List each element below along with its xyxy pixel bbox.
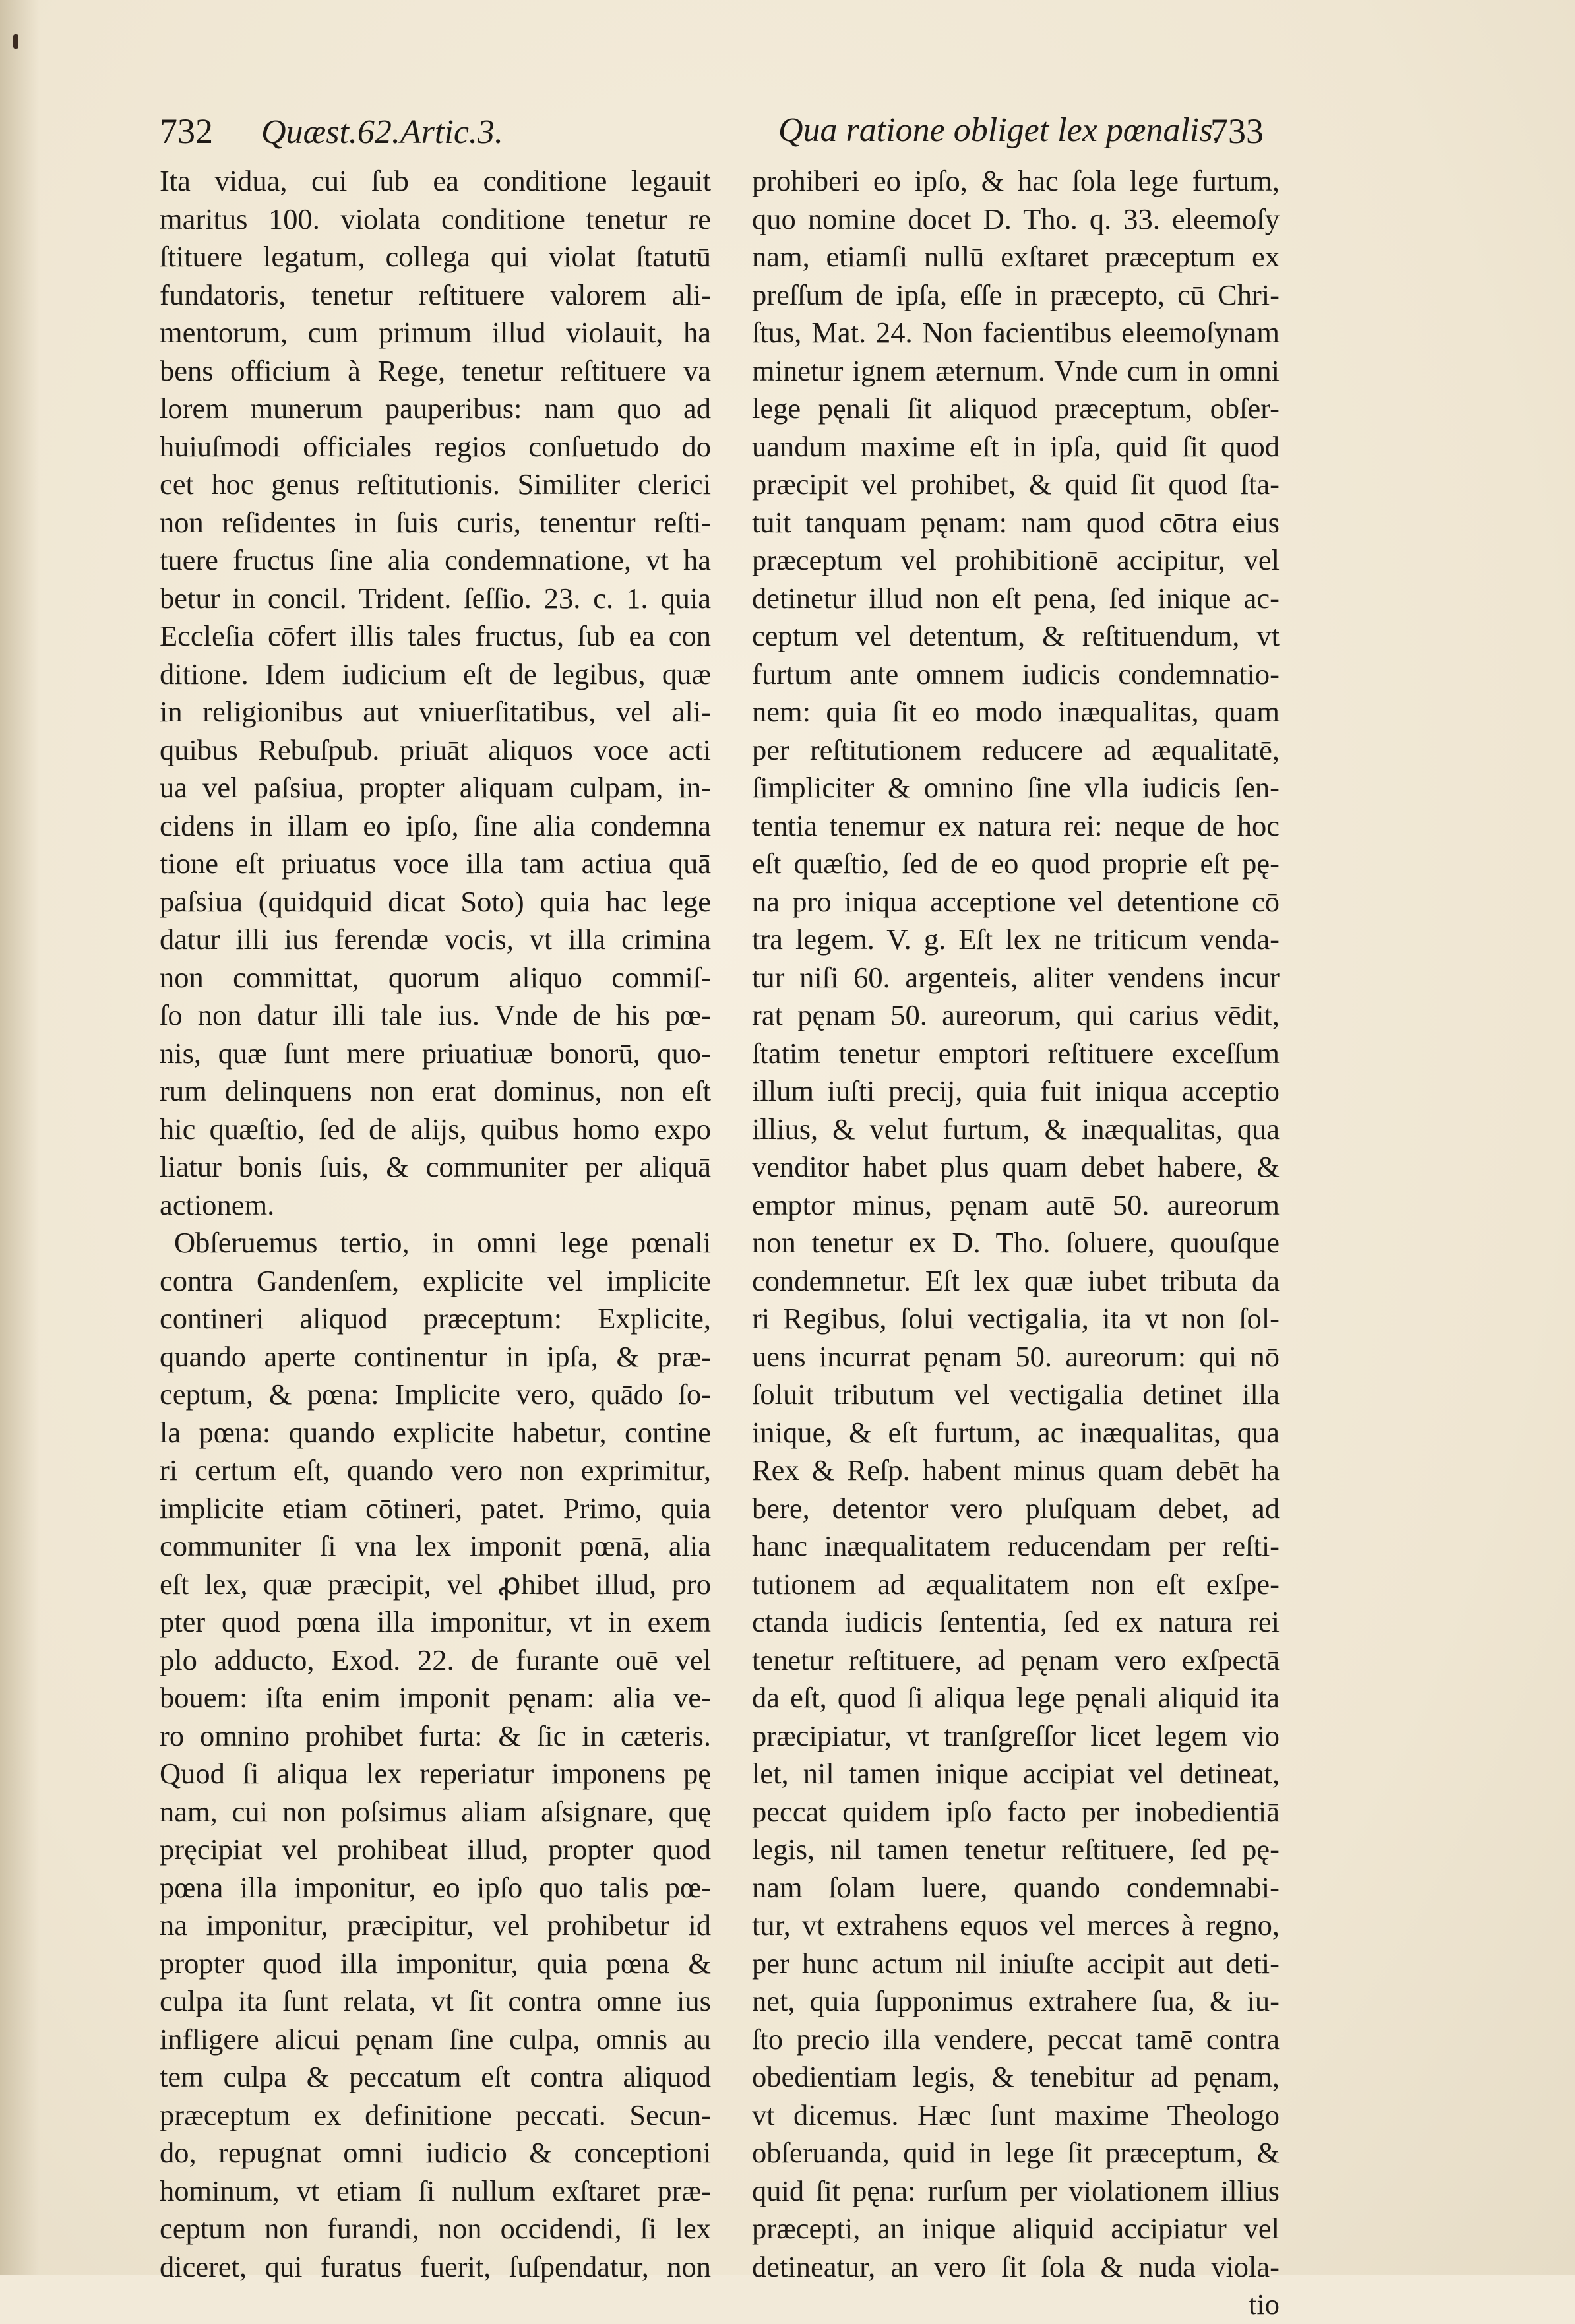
text-line: tur niſi 60. argenteis, aliter vendens incur <box>752 960 1280 994</box>
text-line: cidens in illam eo ipſo, ſine alia condemna <box>160 809 711 842</box>
text-line: quibus Rebuſpub. priuāt aliquos voce acti <box>160 733 711 766</box>
text-line: bens officium à Rege, tenetur reſtituere va <box>160 353 711 387</box>
text-line: ri Regibus, ſolui vectigalia, ita vt non ſol- <box>752 1302 1280 1335</box>
text-line: hic quæſtio, ſed de alijs, quibus homo expo <box>160 1112 711 1146</box>
text-line: contineri aliquod præceptum: Explicite, <box>160 1302 711 1335</box>
text-line: mentorum, cum primum illud violauit, ha <box>160 316 711 349</box>
text-line: Rex & Reſp. habent minus quam debēt ha <box>752 1453 1280 1486</box>
text-line: ſtituere legatum, collega qui violat ſtatutū <box>160 240 711 273</box>
text-line: minetur ignem æternum. Vnde cum in omni <box>752 353 1280 387</box>
text-line: cet hoc genus reſtitutionis. Similiter clerici <box>160 468 711 501</box>
text-line: tra legem. V. g. Eſt lex ne triticum venda- <box>752 923 1280 956</box>
text-line: condemnetur. Eſt lex quæ iubet tributa da <box>752 1264 1280 1297</box>
text-line: maritus 100. violata conditione tenetur re <box>160 202 711 235</box>
text-line: tuere fructus ſine alia condemnatione, vt ha <box>160 543 711 576</box>
text-line: præceptum ex definitione peccati. Secun- <box>160 2098 711 2131</box>
text-line: la pœna: quando explicite habetur, contine <box>160 1415 711 1449</box>
text-line: tentia tenemur ex natura rei: neque de hoc <box>752 809 1280 842</box>
text-line: let, nil tamen inique accipiat vel detineat, <box>752 1757 1280 1790</box>
text-line: contra Gandenſem, explicite vel implicite <box>160 1264 711 1297</box>
text-line: ſtatim tenetur emptori reſtituere exceſſum <box>752 1036 1280 1070</box>
text-line: obſeruanda, quid in lege ſit præceptum, & <box>752 2136 1280 2169</box>
text-line: uens incurrat pęnam 50. aureorum: qui nō <box>752 1339 1280 1373</box>
text-line: prohiberi eo ipſo, & hac ſola lege furtum, <box>752 164 1280 197</box>
text-line: ceptum vel detentum, & reſtituendum, vt <box>752 619 1280 652</box>
text-line: tutionem ad æqualitatem non eſt exſpe- <box>752 1567 1280 1601</box>
left-page-number: 732 <box>160 111 213 151</box>
text-line: non reſidentes in ſuis curis, tenentur reſti- <box>160 505 711 539</box>
text-line: ſoluit tributum vel vectigalia detinet illa <box>752 1378 1280 1411</box>
text-line: illum iuſti precij, quia fuit iniqua acceptio <box>752 1074 1280 1107</box>
right-running-title: Qua ratione obliget lex pœnalis. <box>778 111 1221 149</box>
text-line: da eſt, quod ſi aliqua lege pęnali aliquid ita <box>752 1681 1280 1714</box>
text-line: bere, detentor vero pluſquam debet, ad <box>752 1491 1280 1525</box>
text-line: tem culpa & peccatum eſt contra aliquod <box>160 2060 711 2093</box>
text-line: liatur bonis ſuis, & communiter per aliquā <box>160 1150 711 1183</box>
text-line: plo adducto, Exod. 22. de furante ouē vel <box>160 1643 711 1676</box>
text-line: tuit tanquam pęnam: nam quod cōtra eius <box>752 505 1280 539</box>
text-line: pter quod pœna illa imponitur, vt in exem <box>160 1605 711 1638</box>
text-line: ſo non datur illi tale ius. Vnde de his pœ- <box>160 998 711 1031</box>
text-line: ſtus, Mat. 24. Non facientibus eleemoſynam <box>752 316 1280 349</box>
text-line: hominum, vt etiam ſi nullum exſtaret præ- <box>160 2174 711 2207</box>
text-line: ri certum eſt, quando vero non exprimitur, <box>160 1453 711 1486</box>
text-line: net, quia ſupponimus extrahere ſua, & iu- <box>752 1984 1280 2017</box>
text-line: Obſeruemus tertio, in omni lege pœnali <box>174 1226 711 1259</box>
text-line: Quod ſi aliqua lex reperiatur imponens pę <box>160 1757 711 1790</box>
text-line: illius, & velut furtum, & inæqualitas, qua <box>752 1112 1280 1146</box>
right-text-column <box>752 162 1280 2324</box>
text-line: detinetur illud non eſt pena, ſed inique ac- <box>752 581 1280 615</box>
text-line: ro omnino prohibet furta: & ſic in cæteris. <box>160 1719 711 1752</box>
page-edge-mark <box>13 34 18 49</box>
text-line: huiuſmodi officiales regios conſuetudo do <box>160 429 711 463</box>
catchword: tio <box>1249 2288 1280 2321</box>
text-line: legis, nil tamen tenetur reſtituere, ſed pę- <box>752 1833 1280 1866</box>
text-line: pœna illa imponitur, eo ipſo quo talis pœ- <box>160 1870 711 1904</box>
text-line: actionem. <box>160 1188 275 1221</box>
text-line: nem: quia ſit eo modo inæqualitas, quam <box>752 695 1280 728</box>
text-line: rum delinquens non erat dominus, non eſt <box>160 1074 711 1107</box>
text-line: rat pęnam 50. aureorum, qui carius vēdit, <box>752 998 1280 1031</box>
text-line: ua vel paſsiua, propter aliquam culpam, in- <box>160 771 711 804</box>
left-running-title: Quæst.62.Artic.3. <box>261 113 503 151</box>
text-line: nis, quæ ſunt mere priuatiuæ bonorū, quo- <box>160 1036 711 1070</box>
text-line: preſſum de ipſa, eſſe in præcepto, cū Chri- <box>752 278 1280 311</box>
text-line: Ita vidua, cui ſub ea conditione legauit <box>160 164 711 197</box>
text-line: non tenetur ex D. Tho. ſoluere, quouſque <box>752 1226 1280 1259</box>
text-line: diceret, qui furatus fuerit, ſuſpendatur, non <box>160 2249 711 2283</box>
text-line: pręcipiat vel prohibeat illud, propter quod <box>160 1833 711 1866</box>
text-line: furtum ante omnem iudicis condemnatio- <box>752 657 1280 690</box>
text-line: inique, & eſt furtum, ac inæqualitas, qua <box>752 1415 1280 1449</box>
text-line: tur, vt extrahens equos vel merces à regno, <box>752 1909 1280 1942</box>
text-line: bouem: iſta enim imponit pęnam: alia ve- <box>160 1681 711 1714</box>
text-line: non committat, quorum aliquo commiſ- <box>160 960 711 994</box>
text-line: in religionibus aut vniuerſitatibus, vel ali- <box>160 695 711 728</box>
text-line: betur in concil. Trident. ſeſſio. 23. c. 1. quia <box>160 581 711 615</box>
text-line: communiter ſi vna lex imponit pœnā, alia <box>160 1529 711 1562</box>
text-line: ſimpliciter & omnino ſine vlla iudicis ſen- <box>752 771 1280 804</box>
text-line: nam ſolam luere, quando condemnabi- <box>752 1870 1280 1904</box>
text-line: paſsiua (quidquid dicat Soto) quia hac lege <box>160 884 711 918</box>
text-line: venditor habet plus quam debet habere, & <box>752 1150 1280 1183</box>
text-line: ſto precio illa vendere, peccat tamē contra <box>752 2022 1280 2056</box>
text-line: Eccleſia cōfert illis tales fructus, ſub ea con <box>160 619 711 652</box>
text-line: na imponitur, præcipitur, vel prohibetur id <box>160 1909 711 1942</box>
text-line: implicite etiam cōtineri, patet. Primo, quia <box>160 1491 711 1525</box>
text-line: præcepti, an inique aliquid accipiatur vel <box>752 2212 1280 2245</box>
text-line: ceptum, & pœna: Implicite vero, quādo ſo- <box>160 1378 711 1411</box>
text-line: do, repugnat omni iudicio & conceptioni <box>160 2136 711 2169</box>
right-header <box>778 111 1264 164</box>
right-page-number: 733 <box>1210 111 1264 151</box>
text-line: obedientiam legis, & tenebitur ad pęnam, <box>752 2060 1280 2093</box>
text-line: na pro iniqua acceptione vel detentione cō <box>752 884 1280 918</box>
text-line: hanc inæqualitatem reducendam per reſti- <box>752 1529 1280 1562</box>
text-line: præcipiatur, vt tranſgreſſor licet legem vio <box>752 1719 1280 1752</box>
text-line: ditione. Idem iudicium eſt de legibus, quæ <box>160 657 711 690</box>
text-line: ctanda iudicis ſententia, ſed ex natura rei <box>752 1605 1280 1638</box>
text-line: quid ſit pęna: rurſum per violationem illius <box>752 2174 1280 2207</box>
text-line: præceptum vel prohibitionē accipitur, vel <box>752 543 1280 576</box>
text-line: uandum maxime eſt in ipſa, quid ſit quod <box>752 429 1280 463</box>
text-line: propter quod illa imponitur, quia pœna & <box>160 1946 711 1980</box>
text-line: eſt lex, quæ præcipit, vel ꝓhibet illud, pro <box>160 1567 711 1601</box>
text-line: culpa ita ſunt relata, vt ſit contra omne ius <box>160 1984 711 2017</box>
text-line: lorem munerum pauperibus: nam quo ad <box>160 392 711 425</box>
left-header <box>160 111 503 164</box>
text-line: tenetur reſtituere, ad pęnam vero exſpectā <box>752 1643 1280 1676</box>
text-line: peccat quidem ipſo facto per inobedientiā <box>752 1794 1280 1828</box>
text-line: tione eſt priuatus voce illa tam actiua quā <box>160 847 711 880</box>
text-line: datur illi ius ferendæ vocis, vt illa crimina <box>160 923 711 956</box>
text-line: præcipit vel prohibet, & quid ſit quod ſta- <box>752 468 1280 501</box>
text-line: lege pęnali ſit aliquod præceptum, obſer- <box>752 392 1280 425</box>
text-line: nam, etiamſi nullū exſtaret præceptum ex <box>752 240 1280 273</box>
text-line: per reſtitutionem reducere ad æqualitatē, <box>752 733 1280 766</box>
text-line: vt dicemus. Hæc ſunt maxime Theologo <box>752 2098 1280 2131</box>
text-line: ceptum non furandi, non occidendi, ſi lex <box>160 2212 711 2245</box>
text-line: infligere alicui pęnam ſine culpa, omnis au <box>160 2022 711 2056</box>
text-line: eſt quæſtio, ſed de eo quod proprie eſt pę- <box>752 847 1280 880</box>
left-text-column <box>160 162 711 2286</box>
text-line: emptor minus, pęnam autē 50. aureorum <box>752 1188 1280 1221</box>
text-line: quo nomine docet D. Tho. q. 33. eleemoſy <box>752 202 1280 235</box>
text-line: detineatur, an vero ſit ſola & nuda viola- <box>752 2249 1280 2283</box>
text-line: fundatoris, tenetur reſtituere valorem ali- <box>160 278 711 311</box>
gutter-shadow <box>0 0 40 2275</box>
text-line: quando aperte continentur in ipſa, & præ- <box>160 1339 711 1373</box>
text-line: per hunc actum nil iniuſte accipit aut deti- <box>752 1946 1280 1980</box>
text-line: nam, cui non poſsimus aliam aſsignare, quę <box>160 1794 711 1828</box>
